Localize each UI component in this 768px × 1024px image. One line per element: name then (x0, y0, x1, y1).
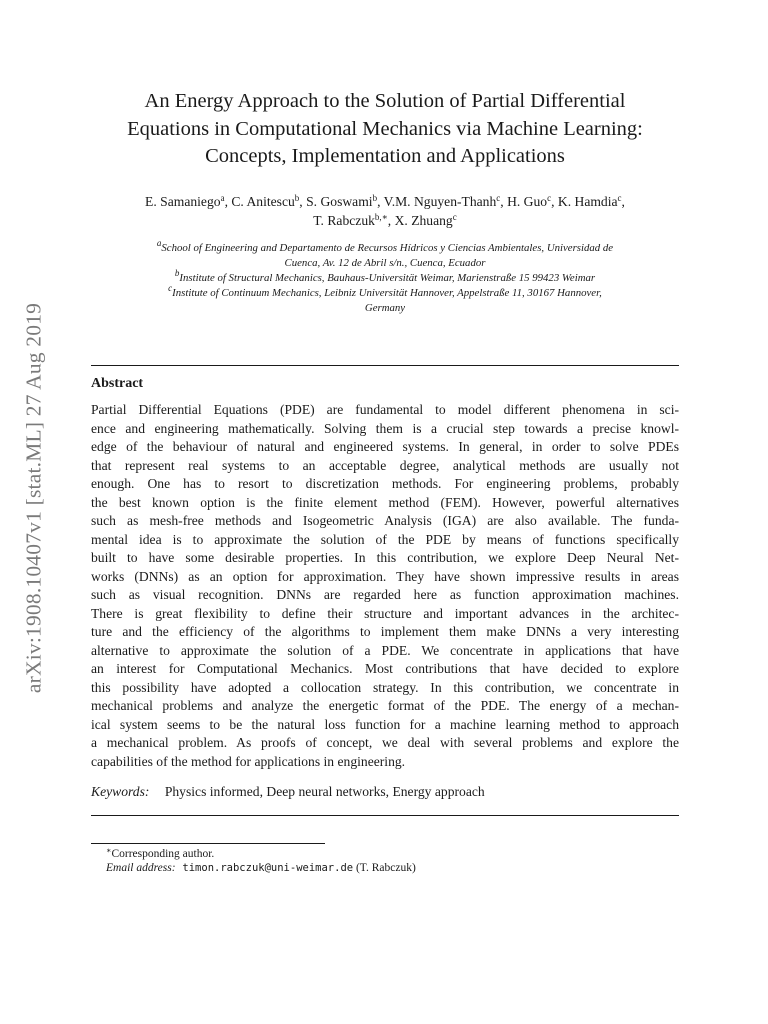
abstract-line: mechanical problems and analyze the energetic format of the PDE. The energy of a mechan- (91, 698, 679, 713)
paper-title (90, 88, 680, 171)
keywords-text: Physics informed, Deep neural networks, Energy approach (164, 784, 485, 799)
author-affiliation-mark: b (294, 193, 300, 203)
affiliation-mark: a (156, 238, 162, 248)
author-affiliation-mark: c (617, 193, 622, 203)
abstract-line: ture and the efficiency of the algorithms to implement them make DNNs a very interesting (91, 624, 679, 639)
email-owner: (T. Rabczuk) (355, 862, 416, 874)
abstract-line: works (DNNs) as an option for approximation. They have shown impressive results in areas (91, 568, 679, 584)
author-name: C. Anitescu (231, 194, 295, 209)
author-name: T. Rabczuk (313, 213, 375, 228)
abstract-line: a mechanical problem. As proofs of concept, we deal with several problems and explore the (91, 735, 679, 750)
abstract-heading: Abstract (91, 376, 144, 391)
affiliation-line (90, 301, 680, 316)
author-affiliation-mark: c (547, 193, 552, 203)
author-affiliation-mark: c (496, 193, 501, 203)
abstract-line: the best known option is the finite element method (FEM). However, powerful alternatives (91, 494, 679, 510)
abstract-line: enough. One has to resort to discretization methods. For engineering problems, probably (91, 476, 679, 491)
affiliation-text: School of Engineering and Departamento de Recursos Hídricos y Ciencias Ambientales, Universidad de (161, 242, 614, 254)
affiliation-line (90, 268, 680, 286)
corresponding-author-text: Corresponding author. (111, 848, 215, 860)
author-affiliation-mark: c (452, 212, 457, 222)
keywords (91, 784, 485, 800)
author-name: X. Zhuang (394, 213, 453, 228)
abstract-line: such as mesh-free methods and Isogeometric Analysis (IGA) are also available. The funda- (91, 513, 679, 528)
affiliation-text: Institute of Structural Mechanics, Bauhaus-Universität Weimar, Marienstraße 15 99423 Weimar (179, 272, 596, 284)
abstract-line: capabilities of the method for applications in engineering. (91, 753, 406, 769)
email-address[interactable]: timon.rabczuk@uni-weimar.de (182, 862, 354, 874)
keywords-label: Keywords: (91, 784, 150, 799)
abstract-line: edge of the behaviour of natural and engineered systems. In general, in order to solve PDEs (91, 439, 679, 454)
affiliation-text: Cuenca, Av. 12 de Abril s/n., Cuenca, Ecuador (284, 257, 486, 269)
author-name: H. Guo (507, 194, 548, 209)
footnote-mark: ∗ (106, 846, 112, 855)
affiliation-mark: c (168, 283, 173, 293)
author-list (90, 192, 680, 230)
abstract-line: ence and engineering mathematically. Solving them is a crucial step towards a precise knowl- (91, 420, 679, 436)
abstract-line: that represent real systems to an acceptable degree, analytical methods are usually not (91, 457, 679, 473)
author-name: K. Hamdia (557, 194, 618, 209)
affiliation-mark: b (174, 268, 180, 278)
author-name: V.M. Nguyen-Thanh (383, 194, 497, 209)
author-affiliation-mark: b,∗ (374, 212, 388, 222)
abstract-bottom-rule (91, 815, 679, 816)
title-line: Equations in Computational Mechanics via Machine Learning: (127, 117, 643, 140)
abstract-line: There is great flexibility to define their structure and important advances in the architec- (91, 605, 679, 621)
abstract-top-rule (91, 365, 679, 366)
author-affiliation-mark: b (372, 193, 378, 203)
author-affiliation-mark: a (220, 193, 225, 203)
author-name: S. Goswami (306, 194, 373, 209)
abstract-line: built to have some desirable properties. In this contribution, we explore Deep Neural Net- (91, 550, 679, 565)
email-label: Email address: (106, 862, 176, 874)
abstract-line: alternative to approximate the solution of a PDE. We concentrate in applications that have (91, 642, 679, 658)
abstract-line: such as visual recognition. DNNs are regarded here as function approximation machines. (91, 587, 679, 602)
abstract-line: this possibility have adopted a collocation strategy. In this contribution, we concentrate in (91, 679, 679, 695)
author-name: E. Samaniego (145, 194, 221, 209)
affiliation-line (90, 238, 680, 256)
author-line-2: T. Rabczuk$^{b,∗}$, X. Zhuang$^c$ (313, 212, 457, 228)
abstract-line: mental idea is to approximate the solution of the PDE by means of functions specifically (91, 531, 679, 547)
abstract-line: ical system seems to be the natural loss function for a machine learning method to approach (91, 716, 679, 732)
abstract-line: Partial Differential Equations (PDE) are fundamental to model different phenomena in sci- (91, 402, 679, 417)
affiliation-text: Institute of Continuum Mechanics, Leibniz Universität Hannover, Appelstraße 11, 30167 Hannover, (172, 287, 602, 299)
title-line: An Energy Approach to the Solution of Partial Differential (144, 90, 626, 112)
footnote-rule (91, 843, 325, 844)
affiliation-text: Germany (364, 302, 406, 314)
affiliations (90, 238, 680, 316)
arxiv-identifier-stamp: arXiv:1908.10407v1 [stat.ML] 27 Aug 2019 (21, 302, 46, 694)
corresponding-author-note (106, 846, 214, 860)
title-line: Concepts, Implementation and Applications (205, 145, 565, 167)
affiliation-line (90, 283, 680, 301)
email-note (106, 862, 416, 874)
abstract-line: an interest for Computational Mechanics. Most contributions that have decided to explore (91, 661, 679, 676)
abstract-body (91, 401, 679, 771)
author-line-1: E. Samaniego$^a$, C. Anitescu$^b$, S. Goswami$^b$, V.M. Nguyen-Thanh$^c$, H. Guo$^c$, K. Hamdia$^c$, (145, 193, 625, 209)
